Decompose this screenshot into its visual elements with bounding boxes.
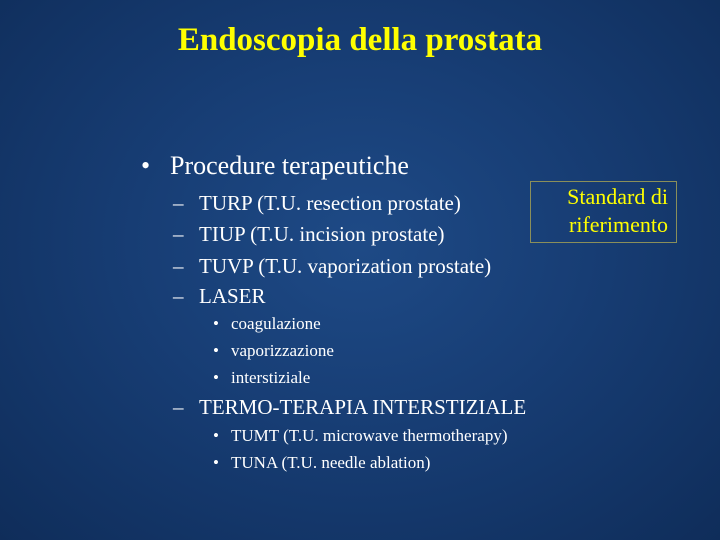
sub-bullet: •	[213, 314, 219, 333]
sub-bullet: •	[213, 426, 219, 445]
heading-procedures: Procedure terapeutiche	[170, 151, 409, 180]
item-tiup: TIUP (T.U. incision prostate)	[199, 222, 445, 246]
laser-subitem: vaporizzazione	[231, 341, 334, 360]
dash-marker: –	[173, 254, 184, 278]
standard-reference-callout	[530, 181, 677, 243]
sub-bullet: •	[213, 453, 219, 472]
dash-marker: –	[173, 395, 184, 419]
dash-marker: –	[173, 191, 184, 215]
slide-title: Endoscopia della prostata	[177, 22, 543, 58]
heading-bullet: •	[141, 151, 151, 180]
item-turp: TURP (T.U. resection prostate)	[199, 191, 461, 215]
laser-subitem: interstiziale	[231, 368, 311, 387]
sub-bullet: •	[213, 341, 219, 360]
callout-line: riferimento	[569, 212, 668, 237]
item-tuvp: TUVP (T.U. vaporization prostate)	[199, 254, 492, 278]
dash-marker: –	[173, 284, 184, 308]
termo-subitem: TUNA (T.U. needle ablation)	[231, 453, 431, 472]
item-termo-terapia: TERMO-TERAPIA INTERSTIZIALE	[199, 395, 527, 419]
item-laser: LASER	[199, 284, 266, 308]
callout-line: Standard di	[567, 184, 668, 209]
laser-subitem: coagulazione	[231, 314, 321, 333]
sub-bullet: •	[213, 368, 219, 387]
dash-marker: –	[173, 222, 184, 246]
termo-subitem: TUMT (T.U. microwave thermotherapy)	[231, 426, 508, 445]
